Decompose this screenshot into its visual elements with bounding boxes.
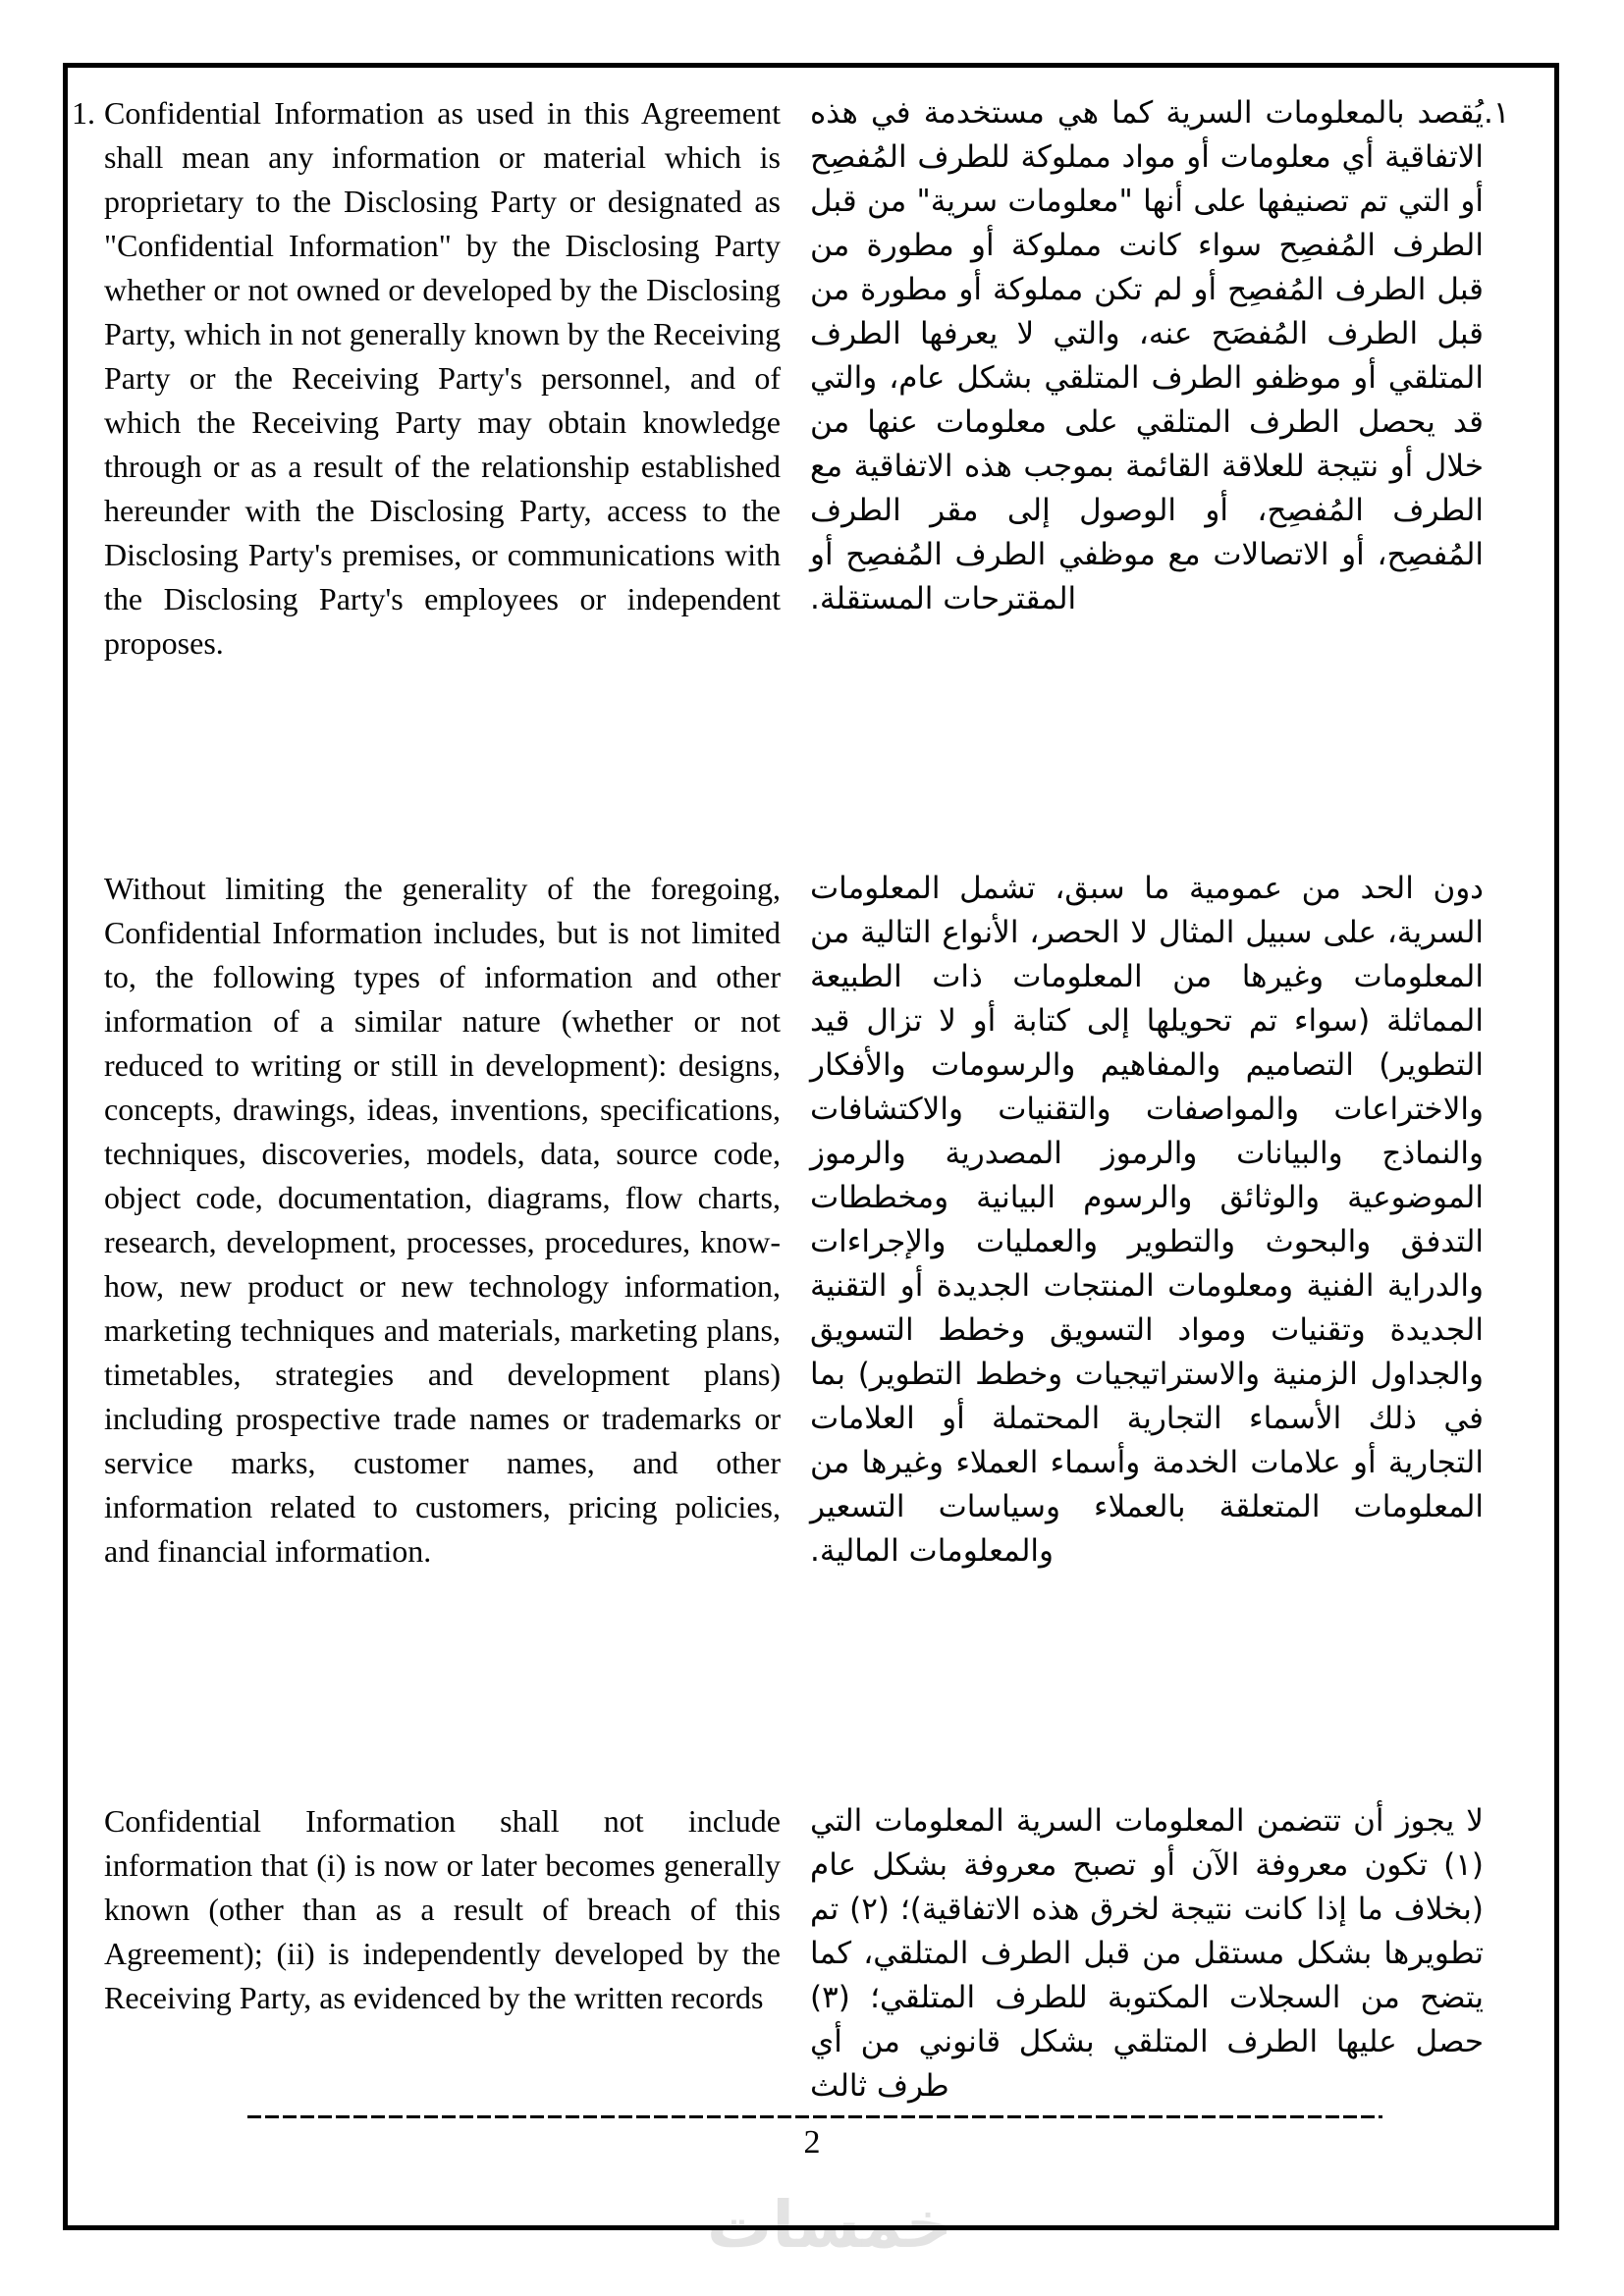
clause-row-2 xyxy=(72,867,1519,1574)
clause-row-1 xyxy=(72,91,1519,666)
page-number: 2 xyxy=(803,2124,821,2161)
clause-row-3 xyxy=(72,1799,1519,2109)
english-paragraph-3-text: Confidential Information shall not include information that (i) is now or later becomes generally known (other than as a result of breach of this Agreement); (ii) is independently developed by the Receiving Party, as evidenced by the written records xyxy=(104,1803,781,2015)
list-number-en: 1. xyxy=(72,95,95,131)
english-column-paragraph-3 xyxy=(72,1799,781,2020)
arabic-paragraph-1-text: يُقصد بالمعلومات السرية كما هي مستخدمة في هذه الاتفاقية أي معلومات أو مواد مملوكة للطرف المُفصِح أو التي تم تصنيفها على أنها "معلومات سرية" من قبل الطرف المُفصِح سواء كانت مملوكة أو مطورة من قبل الطرف المُفصِح أو لم تكن مملوكة أو مطورة من قبل الطرف المُفصَح عنه، والتي لا يعرفها الطرف المتلقي أو موظفو الطرف المتلقي بشكل عام، والتي قد يحصل الطرف المتلقي على معلومات عنها من خلال أو نتيجة للعلاقة القائمة بموجب هذه الاتفاقية مع الطرف المُفصِح، أو الوصول إلى مقر الطرف المُفصِح، أو الاتصالات مع موظفي الطرف المُفصِح أو المقترحات المستقلة. xyxy=(810,95,1484,616)
numbered-list-item-ar xyxy=(810,91,1519,621)
khamsat-watermark: خمسات xyxy=(707,2187,953,2263)
arabic-paragraph-3-text: لا يجوز أن تتضمن المعلومات السرية المعلومات التي (١) تكون معروفة الآن أو تصبح معروفة بشكل عام (بخلاف ما إذا كانت نتيجة لخرق هذه الاتفاقية)؛ (٢) تم تطويرها بشكل مستقل من قبل الطرف المتلقي، كما يتضح من السجلات المكتوبة للطرف المتلقي؛ (٣) حصل عليها الطرف المتلقي بشكل قانوني من أي طرف ثالث xyxy=(810,1803,1485,2104)
footer-dashed-divider xyxy=(247,2115,1382,2118)
english-column-paragraph-1 xyxy=(72,91,781,666)
numbered-list-item-en xyxy=(72,91,781,666)
arabic-paragraph-2-text: دون الحد من عمومية ما سبق، تشمل المعلومات السرية، على سبيل المثال لا الحصر، الأنواع التالية من المعلومات وغيرها من المعلومات ذات الطبيعة المماثلة (سواء تم تحويلها إلى كتابة أو لا تزال قيد التطوير) التصاميم والمفاهيم والرسومات والأفكار والاختراعات والمواصفات والتقنيات والاكتشافات والنماذج والبيانات والرموز المصدرية والرموز الموضوعية والوثائق والرسوم البيانية ومخططات التدفق والبحوث والتطوير والعمليات والإجراءات والدراية الفنية ومعلومات المنتجات الجديدة أو التقنية الجديدة وتقنيات ومواد التسويق وخطط التسويق والجداول الزمنية والاستراتيجيات وخطط التطوير) بما في ذلك الأسماء التجارية المحتملة أو العلامات التجارية أو علامات الخدمة وأسماء العملاء وغيرها من المعلومات المتعلقة بالعملاء وسياسات التسعير والمعلومات المالية. xyxy=(810,871,1484,1569)
arabic-column-paragraph-1 xyxy=(810,91,1519,621)
arabic-column-paragraph-2 xyxy=(810,867,1519,1574)
list-number-ar: ١. xyxy=(1484,95,1510,131)
english-paragraph-2-text: Without limiting the generality of the foregoing, Confidential Information includes, but is not limited to, the following types of information and other information of a similar nature (whether or not reduced to writing or still in development): designs, concepts, drawings, ideas, inventions, specifications, techniques, discoveries, models, data, source code, object code, documentation, diagrams, flow charts, research, development, processes, procedures, know-how, new product or new technology information, marketing techniques and materials, marketing plans, timetables, strategies and development plans) including prospective trade names or trademarks or service marks, customer names, and other information related to customers, pricing policies, and financial information. xyxy=(104,871,781,1569)
english-paragraph-1-text: Confidential Information as used in this Agreement shall mean any information or material which is proprietary to the Disclosing Party or designated as "Confidential Information" by the Disclosing Party whether or not owned or developed by the Disclosing Party, which in not generally known by the Receiving Party or the Receiving Party's personnel, and of which the Receiving Party may obtain knowledge through or as a result of the relationship established hereunder with the Disclosing Party, access to the Disclosing Party's premises, or communications with the Disclosing Party's employees or independent proposes. xyxy=(104,95,781,661)
english-column-paragraph-2 xyxy=(72,867,781,1574)
arabic-column-paragraph-3 xyxy=(810,1799,1519,2109)
page-border-frame xyxy=(63,63,1559,2230)
